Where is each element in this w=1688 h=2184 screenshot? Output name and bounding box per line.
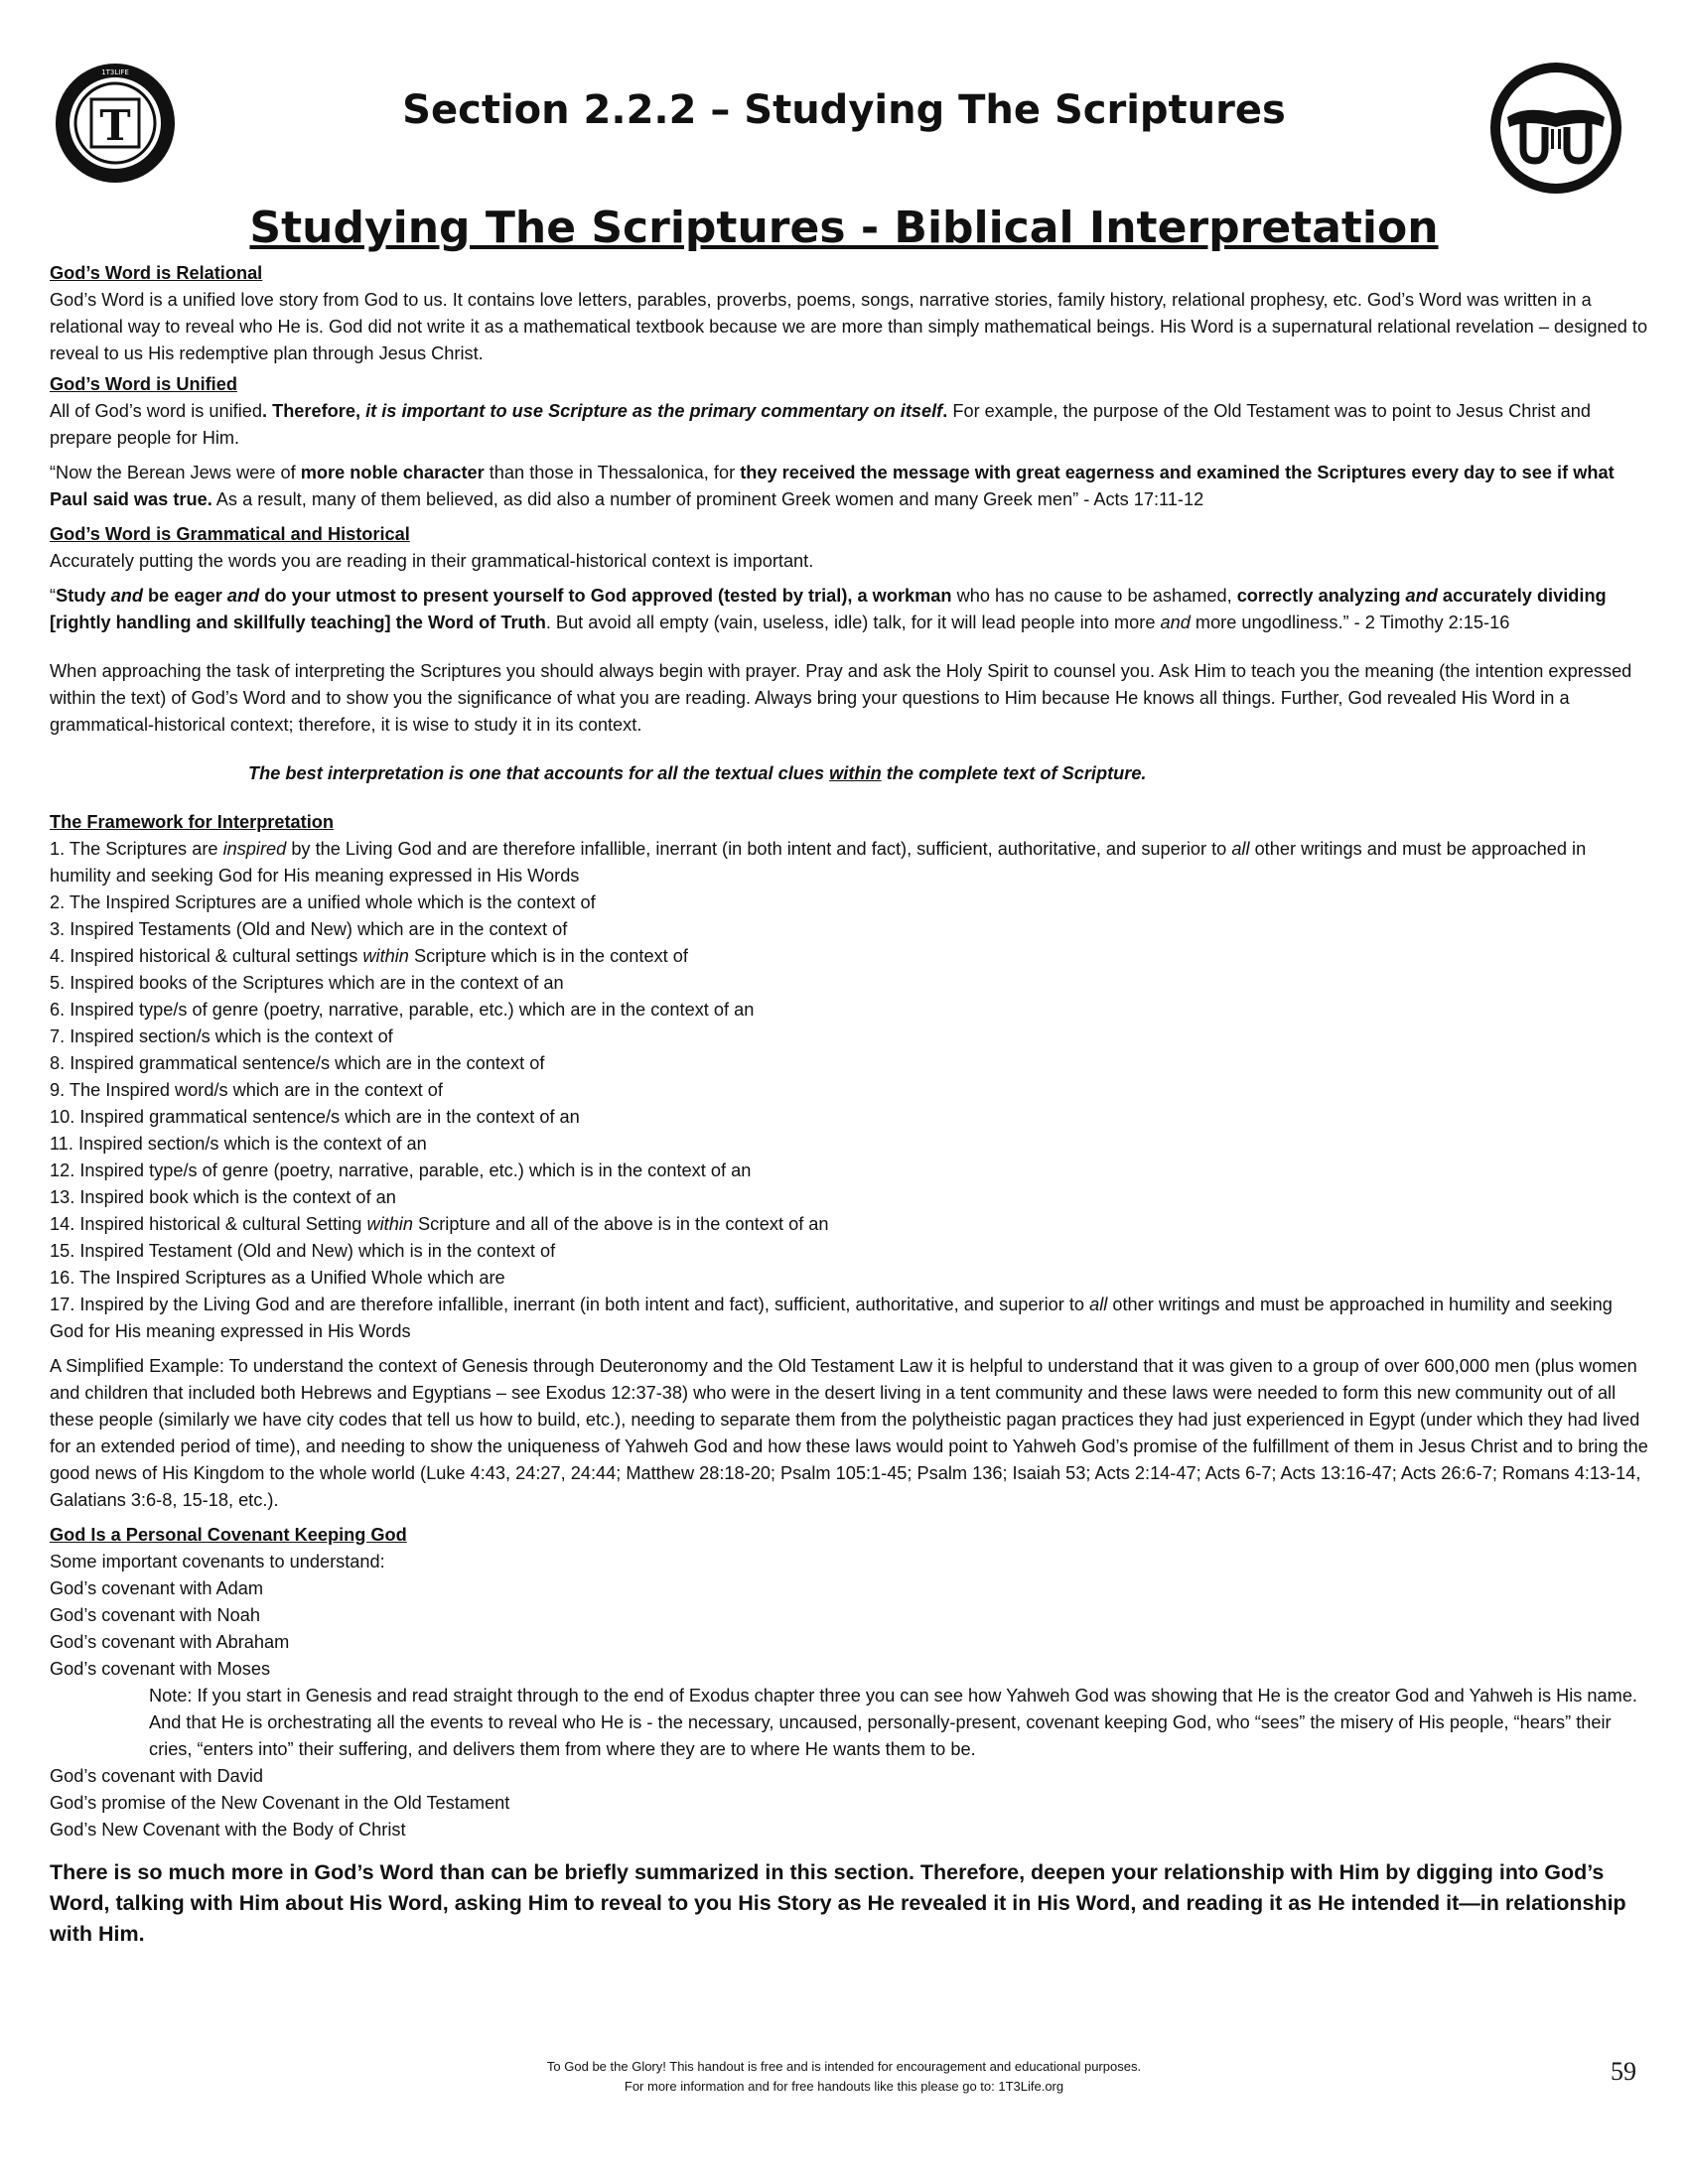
quote-acts: “Now the Berean Jews were of more noble character than those in Thessalonica, for they received the message with great eagerness and examined the Scriptures every day to see if what Paul said was true. As a result, many of them believed, as did also a number of prominent Greek women and many Greek men” - Acts 17:11-12 xyxy=(50,463,1615,509)
page-number: 59 xyxy=(1611,2057,1636,2086)
paragraph-relational: God’s Word is a unified love story from God to us. It contains love letters, parables, proverbs, poems, songs, narrative stories, family history, relational prophesy, etc. God’s Word was written in a relational way to reveal who He is. God did not write it as a mathematical textbook because we are more than simply mathematical beings. His Word is a supernatural relational revelation – designed to reveal to us His redemptive plan through Jesus Christ. xyxy=(50,290,1648,363)
quote-timothy: “Study and be eager and do your utmost to present yourself to God approved (tested by trial), a workman who has no cause to be ashamed, correctly analyzing and accurately dividing [rightly handling and skillfully teaching] the Word of Truth. But avoid all empty (vain, useless, idle) talk, for it will lead people into more and more ungodliness.” - 2 Timothy 2:15-16 xyxy=(50,586,1607,632)
covenant-intro: Some important covenants to understand: xyxy=(50,1552,385,1571)
covenant-note: Note: If you start in Genesis and read straight through to the end of Exodus chapter three you can see how Yahweh God was showing that He is the creator God and Yahweh is His name. And that He is orchestrating all the events to reveal who He is - the necessary, uncaused, personally-present, covenant keeping God, who “sees” the misery of His people, “hears” their cries, “enters into” their suffering, and delivers them from where they are to where He wants them to be. xyxy=(149,1686,1637,1759)
footer xyxy=(298,2057,1390,2097)
list-item: 17. Inspired by the Living God and are therefore infallible, inerrant (in both intent and fact), sufficient, authoritative, and superior to all other writings and must be approached in humility and seeking God for His meaning expressed in His Words xyxy=(50,1295,1613,1341)
framework-list xyxy=(50,836,1648,1345)
list-item: God’s New Covenant with the Body of Christ xyxy=(50,1820,406,1840)
list-item: 7. Inspired section/s which is the context of xyxy=(50,1026,393,1046)
list-item: God’s covenant with Moses xyxy=(50,1659,271,1679)
list-item: 15. Inspired Testament (Old and New) which is in the context of xyxy=(50,1241,556,1261)
document-body xyxy=(50,260,1648,1950)
heading-covenant: God Is a Personal Covenant Keeping God xyxy=(50,1525,407,1545)
list-item: God’s covenant with Abraham xyxy=(50,1632,290,1652)
logo-ring-text: 1T3LIFE xyxy=(101,68,129,76)
paragraph-grammatical: Accurately putting the words you are reading in their grammatical-historical context is important. xyxy=(50,551,814,571)
list-item: 16. The Inspired Scriptures as a Unified Whole which are xyxy=(50,1268,505,1288)
list-item: God’s covenant with Noah xyxy=(50,1605,260,1625)
best-interpretation-note: The best interpretation is one that accounts for all the textual clues within the complete text of Scripture. xyxy=(248,763,1147,783)
main-heading: Studying The Scriptures - Biblical Interpretation xyxy=(249,203,1439,253)
list-item: 6. Inspired type/s of genre (poetry, narrative, parable, etc.) which are in the context of an xyxy=(50,1000,755,1020)
list-item: God’s covenant with David xyxy=(50,1766,263,1786)
1t3life-logo xyxy=(52,60,179,187)
yoke-logo xyxy=(1485,58,1626,199)
list-item: 8. Inspired grammatical sentence/s which are in the context of xyxy=(50,1053,545,1073)
heading-unified: God’s Word is Unified xyxy=(50,374,237,394)
list-item: 12. Inspired type/s of genre (poetry, narrative, parable, etc.) which is in the context of an xyxy=(50,1160,752,1180)
heading-grammatical: God’s Word is Grammatical and Historical xyxy=(50,524,410,544)
paragraph-approach: When approaching the task of interpreting the Scriptures you should always begin with prayer. Pray and ask the Holy Spirit to counsel you. Ask Him to teach you the meaning (the intention expressed within the text) of God’s Word and to show you the significance of what you are reading. Always bring your questions to Him because He knows all things. Further, God revealed His Word in a grammatical-historical context; therefore, it is wise to study it in its context. xyxy=(50,661,1632,735)
list-item: 13. Inspired book which is the context of an xyxy=(50,1187,396,1207)
list-item: 4. Inspired historical & cultural settings within Scripture which is in the context of xyxy=(50,946,688,966)
paragraph-unified: All of God’s word is unified. Therefore, it is important to use Scripture as the primary commentary on itself. For example, the purpose of the Old Testament was to point to Jesus Christ and prepare people for Him. xyxy=(50,401,1591,448)
list-item: 9. The Inspired word/s which are in the context of xyxy=(50,1080,443,1100)
closing-statement: There is so much more in God’s Word than can be briefly summarized in this section. Therefore, deepen your relationship with Him by digging into God’s Word, talking with Him about His Word, asking Him to reveal to you His Story as He revealed it in His Word, and reading it as He intended it—in relationship with Him. xyxy=(50,1860,1626,1946)
list-item: God’s promise of the New Covenant in the Old Testament xyxy=(50,1793,510,1813)
list-item: God’s covenant with Adam xyxy=(50,1578,264,1598)
logo-letter: T xyxy=(99,101,131,150)
list-item: 3. Inspired Testaments (Old and New) which are in the context of xyxy=(50,919,568,939)
footer-line: To God be the Glory! This handout is free and is intended for encouragement and educational purposes. xyxy=(546,2059,1142,2074)
heading-relational: God’s Word is Relational xyxy=(50,263,263,283)
section-title: Section 2.2.2 – Studying The Scriptures xyxy=(402,87,1286,133)
list-item: 14. Inspired historical & cultural Setting within Scripture and all of the above is in the context of an xyxy=(50,1214,829,1234)
footer-line: For more information and for free handouts like this please go to: 1T3Life.org xyxy=(624,2079,1064,2094)
list-item: 1. The Scriptures are inspired by the Living God and are therefore infallible, inerrant (in both intent and fact), sufficient, authoritative, and superior to all other writings and must be approached in humility and seeking God for His meaning expressed in His Words xyxy=(50,839,1587,886)
list-item: 11. Inspired section/s which is the context of an xyxy=(50,1134,427,1154)
list-item: 10. Inspired grammatical sentence/s which are in the context of an xyxy=(50,1107,580,1127)
heading-framework: The Framework for Interpretation xyxy=(50,812,334,832)
paragraph-example: A Simplified Example: To understand the context of Genesis through Deuteronomy and the Old Testament Law it is helpful to understand that it was given to a group of over 600,000 men (plus women and children that included both Hebrews and Egyptians – see Exodus 12:37-38) who were in the desert living in a tent community and these laws were needed to form this new community out of all these people (similarly we have city codes that tell us how to build, etc.), needing to separate them from the polytheistic pagan practices they had just experienced in Egypt (under which they had lived for an extended period of time), and needing to show the uniqueness of Yahweh God and how these laws would point to Yahweh God’s promise of the fulfillment of them in Jesus Christ and to bring the good news of His Kingdom to the whole world (Luke 4:43, 24:27, 24:44; Matthew 28:18-20; Psalm 105:1-45; Psalm 136; Isaiah 53; Acts 2:14-47; Acts 6-7; Acts 13:16-47; Acts 26:6-7; Romans 4:13-14, Galatians 3:6-8, 15-18, etc.). xyxy=(50,1356,1648,1510)
list-item: 2. The Inspired Scriptures are a unified whole which is the context of xyxy=(50,892,596,912)
list-item: 5. Inspired books of the Scriptures which are in the context of an xyxy=(50,973,564,993)
